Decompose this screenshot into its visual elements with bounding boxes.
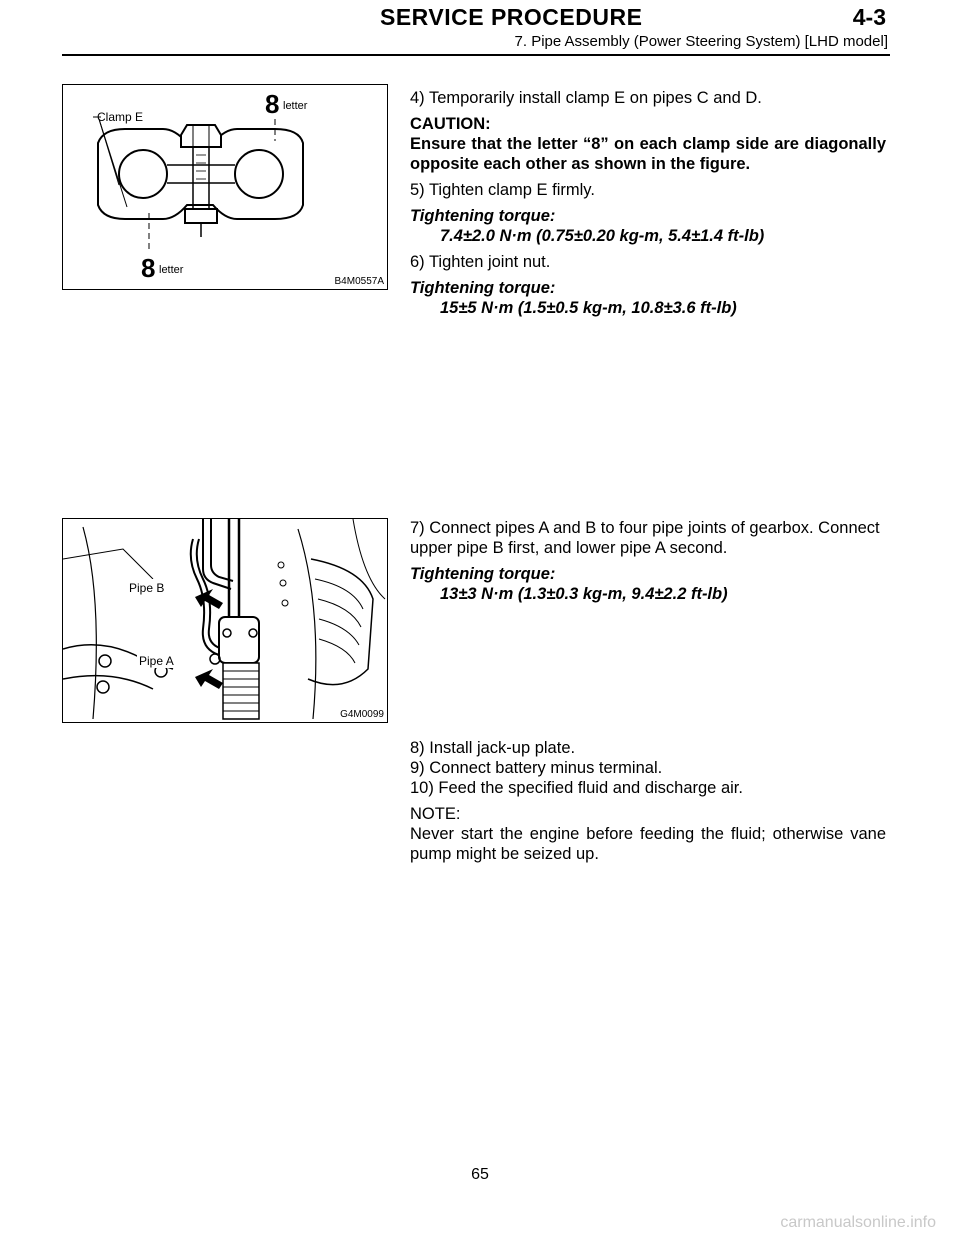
step-9: 9) Connect battery minus terminal. xyxy=(410,759,663,777)
page-number: 65 xyxy=(471,1166,489,1183)
step-5: 5) Tighten clamp E firmly. xyxy=(410,181,595,199)
label-clamp-e: Clamp E xyxy=(97,110,144,124)
torque-value: 13±3 N·m (1.3±0.3 kg-m, 9.4±2.2 ft-lb) xyxy=(440,585,728,603)
figure-code: B4M0557A xyxy=(334,276,384,287)
watermark: carmanualsonline.info xyxy=(780,1214,936,1231)
header-rule xyxy=(62,54,890,56)
label-bottom-word: letter xyxy=(159,264,184,276)
label-top-numeral: 8 xyxy=(265,89,280,119)
caution-label: CAUTION: xyxy=(410,115,491,133)
step-4: 4) Temporarily install clamp E on pipes C and D. xyxy=(410,89,762,107)
figure-pipes-ab xyxy=(62,518,388,723)
step-6: 6) Tighten joint nut. xyxy=(410,253,551,271)
torque-label: Tightening torque: xyxy=(410,207,556,225)
torque-label: Tightening torque: xyxy=(410,565,556,583)
text-block-pipes xyxy=(410,518,886,610)
section-title: SERVICE PROCEDURE xyxy=(380,4,643,30)
step-10: 10) Feed the specified fluid and discharge air. xyxy=(410,779,743,797)
section-subtitle: 7. Pipe Assembly (Power Steering System) [LHD model] xyxy=(514,33,888,50)
figure-code: G4M0099 xyxy=(340,709,384,720)
note-label: NOTE: xyxy=(410,805,461,823)
figure-clamp-e xyxy=(62,84,388,290)
label-pipe-a: Pipe A xyxy=(139,654,174,668)
torque-value: 7.4±2.0 N·m (0.75±0.20 kg-m, 5.4±1.4 ft-lb) xyxy=(440,227,765,245)
torque-label: Tightening torque: xyxy=(410,279,556,297)
step-7: 7) Connect pipes A and B to four pipe joints of gearbox. Connect upper pipe B first, and lower pipe A second. xyxy=(410,519,880,557)
caution-text: Ensure that the letter “8” on each clamp side are diagonally opposite each other as shown in the figure. xyxy=(410,135,886,173)
step-8: 8) Install jack-up plate. xyxy=(410,739,576,757)
label-pipe-b: Pipe B xyxy=(129,581,165,595)
clamp-illustration xyxy=(63,85,387,289)
arrow-icon xyxy=(195,669,223,689)
note-text: Never start the engine before feeding the fluid; otherwise vane pump might be seized up. xyxy=(410,825,886,863)
section-number: 4-3 xyxy=(852,4,886,30)
text-block-final xyxy=(410,738,886,870)
label-bottom-numeral: 8 xyxy=(141,253,156,283)
torque-value: 15±5 N·m (1.5±0.5 kg-m, 10.8±3.6 ft-lb) xyxy=(440,299,737,317)
label-top-word: letter xyxy=(283,100,308,112)
pipes-illustration xyxy=(63,519,387,722)
text-block-clamp xyxy=(410,88,886,324)
